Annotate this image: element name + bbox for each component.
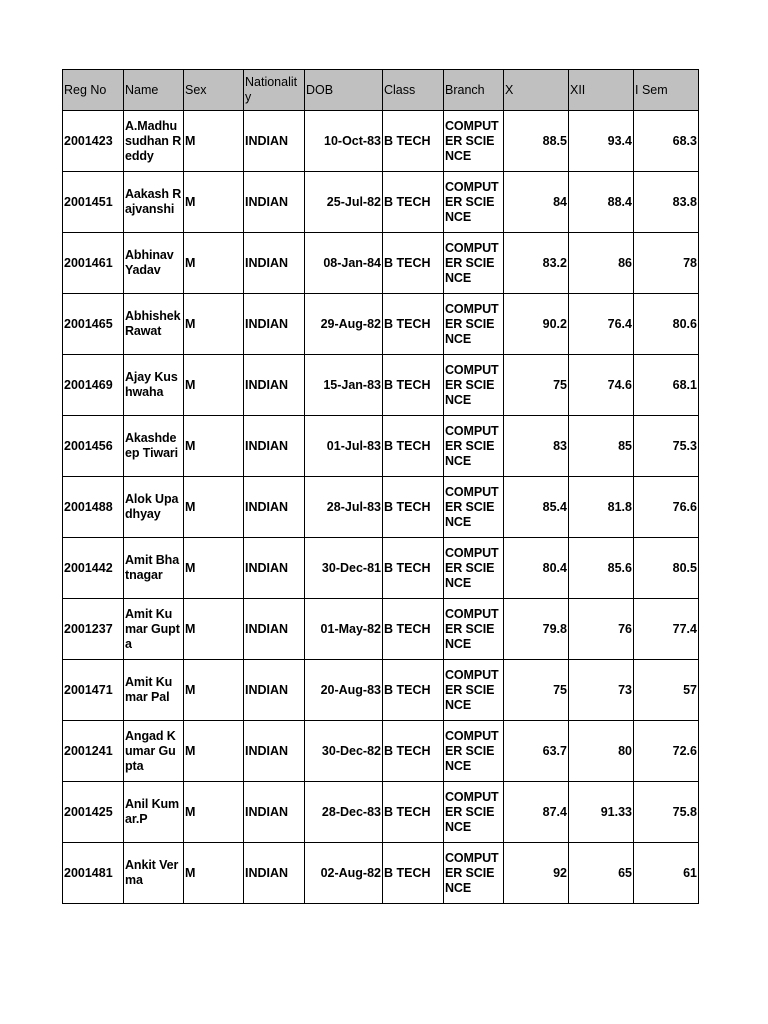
cell-x: 63.7 <box>504 721 569 782</box>
cell-dob: 15-Jan-83 <box>305 355 383 416</box>
cell-x: 75 <box>504 660 569 721</box>
cell-name: Amit Kumar Pal <box>124 660 184 721</box>
header-nationality: Nationality <box>244 70 305 111</box>
header-xii: XII <box>569 70 634 111</box>
cell-reg-no: 2001425 <box>63 782 124 843</box>
cell-branch: COMPUTER SCIENCE <box>444 660 504 721</box>
cell-class: B TECH <box>383 416 444 477</box>
cell-nationality: INDIAN <box>244 294 305 355</box>
cell-sex: M <box>184 538 244 599</box>
cell-class: B TECH <box>383 477 444 538</box>
cell-dob: 30-Dec-82 <box>305 721 383 782</box>
cell-sex: M <box>184 721 244 782</box>
cell-dob: 08-Jan-84 <box>305 233 383 294</box>
cell-class: B TECH <box>383 294 444 355</box>
cell-i-sem: 75.3 <box>634 416 699 477</box>
table-row <box>63 660 699 721</box>
cell-reg-no: 2001461 <box>63 233 124 294</box>
cell-name: Ankit Verma <box>124 843 184 904</box>
cell-x: 83.2 <box>504 233 569 294</box>
cell-x: 80.4 <box>504 538 569 599</box>
cell-branch: COMPUTER SCIENCE <box>444 111 504 172</box>
cell-reg-no: 2001442 <box>63 538 124 599</box>
cell-sex: M <box>184 660 244 721</box>
cell-i-sem: 68.1 <box>634 355 699 416</box>
cell-i-sem: 80.6 <box>634 294 699 355</box>
cell-branch: COMPUTER SCIENCE <box>444 294 504 355</box>
cell-xii: 81.8 <box>569 477 634 538</box>
cell-reg-no: 2001451 <box>63 172 124 233</box>
cell-class: B TECH <box>383 660 444 721</box>
table-row <box>63 782 699 843</box>
table-body <box>63 111 699 904</box>
cell-i-sem: 83.8 <box>634 172 699 233</box>
cell-class: B TECH <box>383 172 444 233</box>
table-row <box>63 111 699 172</box>
table-row <box>63 843 699 904</box>
cell-dob: 01-May-82 <box>305 599 383 660</box>
header-row <box>63 70 699 111</box>
cell-reg-no: 2001456 <box>63 416 124 477</box>
cell-xii: 88.4 <box>569 172 634 233</box>
cell-i-sem: 68.3 <box>634 111 699 172</box>
cell-reg-no: 2001471 <box>63 660 124 721</box>
table-row <box>63 477 699 538</box>
header-reg-no: Reg No <box>63 70 124 111</box>
student-records-table <box>62 69 699 904</box>
cell-xii: 73 <box>569 660 634 721</box>
cell-sex: M <box>184 294 244 355</box>
cell-dob: 25-Jul-82 <box>305 172 383 233</box>
cell-i-sem: 61 <box>634 843 699 904</box>
cell-sex: M <box>184 416 244 477</box>
cell-xii: 91.33 <box>569 782 634 843</box>
cell-xii: 85.6 <box>569 538 634 599</box>
cell-branch: COMPUTER SCIENCE <box>444 477 504 538</box>
cell-dob: 30-Dec-81 <box>305 538 383 599</box>
cell-branch: COMPUTER SCIENCE <box>444 416 504 477</box>
cell-nationality: INDIAN <box>244 111 305 172</box>
cell-sex: M <box>184 782 244 843</box>
cell-class: B TECH <box>383 233 444 294</box>
cell-name: Anil Kumar.P <box>124 782 184 843</box>
cell-class: B TECH <box>383 782 444 843</box>
cell-name: Abhinav Yadav <box>124 233 184 294</box>
cell-sex: M <box>184 843 244 904</box>
header-sex: Sex <box>184 70 244 111</box>
cell-class: B TECH <box>383 538 444 599</box>
cell-i-sem: 75.8 <box>634 782 699 843</box>
cell-i-sem: 80.5 <box>634 538 699 599</box>
cell-xii: 86 <box>569 233 634 294</box>
cell-dob: 28-Dec-83 <box>305 782 383 843</box>
cell-reg-no: 2001481 <box>63 843 124 904</box>
cell-sex: M <box>184 111 244 172</box>
cell-nationality: INDIAN <box>244 782 305 843</box>
table-row <box>63 538 699 599</box>
cell-dob: 28-Jul-83 <box>305 477 383 538</box>
cell-nationality: INDIAN <box>244 233 305 294</box>
cell-nationality: INDIAN <box>244 416 305 477</box>
cell-name: A.Madhusudhan Reddy <box>124 111 184 172</box>
cell-branch: COMPUTER SCIENCE <box>444 172 504 233</box>
cell-dob: 01-Jul-83 <box>305 416 383 477</box>
cell-reg-no: 2001488 <box>63 477 124 538</box>
cell-nationality: INDIAN <box>244 538 305 599</box>
cell-class: B TECH <box>383 355 444 416</box>
cell-branch: COMPUTER SCIENCE <box>444 355 504 416</box>
cell-xii: 65 <box>569 843 634 904</box>
cell-class: B TECH <box>383 721 444 782</box>
cell-x: 87.4 <box>504 782 569 843</box>
cell-branch: COMPUTER SCIENCE <box>444 782 504 843</box>
cell-branch: COMPUTER SCIENCE <box>444 599 504 660</box>
table-row <box>63 294 699 355</box>
cell-branch: COMPUTER SCIENCE <box>444 843 504 904</box>
table-row <box>63 599 699 660</box>
cell-dob: 29-Aug-82 <box>305 294 383 355</box>
cell-i-sem: 76.6 <box>634 477 699 538</box>
cell-branch: COMPUTER SCIENCE <box>444 721 504 782</box>
cell-name: Akashdeep Tiwari <box>124 416 184 477</box>
cell-sex: M <box>184 172 244 233</box>
header-name: Name <box>124 70 184 111</box>
cell-name: Abhishek Rawat <box>124 294 184 355</box>
cell-reg-no: 2001469 <box>63 355 124 416</box>
cell-x: 88.5 <box>504 111 569 172</box>
cell-xii: 76.4 <box>569 294 634 355</box>
header-x: X <box>504 70 569 111</box>
cell-reg-no: 2001423 <box>63 111 124 172</box>
cell-xii: 93.4 <box>569 111 634 172</box>
cell-i-sem: 77.4 <box>634 599 699 660</box>
cell-x: 75 <box>504 355 569 416</box>
cell-x: 83 <box>504 416 569 477</box>
table-row <box>63 416 699 477</box>
cell-name: Angad Kumar Gupta <box>124 721 184 782</box>
cell-nationality: INDIAN <box>244 355 305 416</box>
header-i-sem: I Sem <box>634 70 699 111</box>
cell-x: 85.4 <box>504 477 569 538</box>
cell-name: Aakash Rajvanshi <box>124 172 184 233</box>
cell-branch: COMPUTER SCIENCE <box>444 233 504 294</box>
table-row <box>63 233 699 294</box>
cell-x: 79.8 <box>504 599 569 660</box>
cell-reg-no: 2001241 <box>63 721 124 782</box>
table-row <box>63 172 699 233</box>
cell-dob: 02-Aug-82 <box>305 843 383 904</box>
cell-sex: M <box>184 599 244 660</box>
cell-class: B TECH <box>383 111 444 172</box>
cell-nationality: INDIAN <box>244 721 305 782</box>
cell-x: 84 <box>504 172 569 233</box>
header-class: Class <box>383 70 444 111</box>
cell-dob: 20-Aug-83 <box>305 660 383 721</box>
cell-sex: M <box>184 355 244 416</box>
cell-reg-no: 2001237 <box>63 599 124 660</box>
cell-i-sem: 78 <box>634 233 699 294</box>
header-dob: DOB <box>305 70 383 111</box>
cell-xii: 85 <box>569 416 634 477</box>
cell-name: Alok Upadhyay <box>124 477 184 538</box>
cell-dob: 10-Oct-83 <box>305 111 383 172</box>
cell-name: Ajay Kushwaha <box>124 355 184 416</box>
cell-sex: M <box>184 233 244 294</box>
cell-sex: M <box>184 477 244 538</box>
cell-xii: 74.6 <box>569 355 634 416</box>
cell-branch: COMPUTER SCIENCE <box>444 538 504 599</box>
cell-reg-no: 2001465 <box>63 294 124 355</box>
cell-class: B TECH <box>383 599 444 660</box>
cell-x: 92 <box>504 843 569 904</box>
cell-xii: 80 <box>569 721 634 782</box>
table-row <box>63 721 699 782</box>
cell-xii: 76 <box>569 599 634 660</box>
cell-nationality: INDIAN <box>244 477 305 538</box>
cell-name: Amit Kumar Gupta <box>124 599 184 660</box>
cell-i-sem: 72.6 <box>634 721 699 782</box>
header-branch: Branch <box>444 70 504 111</box>
cell-nationality: INDIAN <box>244 843 305 904</box>
table-row <box>63 355 699 416</box>
cell-nationality: INDIAN <box>244 599 305 660</box>
cell-x: 90.2 <box>504 294 569 355</box>
cell-nationality: INDIAN <box>244 660 305 721</box>
cell-i-sem: 57 <box>634 660 699 721</box>
cell-nationality: INDIAN <box>244 172 305 233</box>
cell-class: B TECH <box>383 843 444 904</box>
cell-name: Amit Bhatnagar <box>124 538 184 599</box>
